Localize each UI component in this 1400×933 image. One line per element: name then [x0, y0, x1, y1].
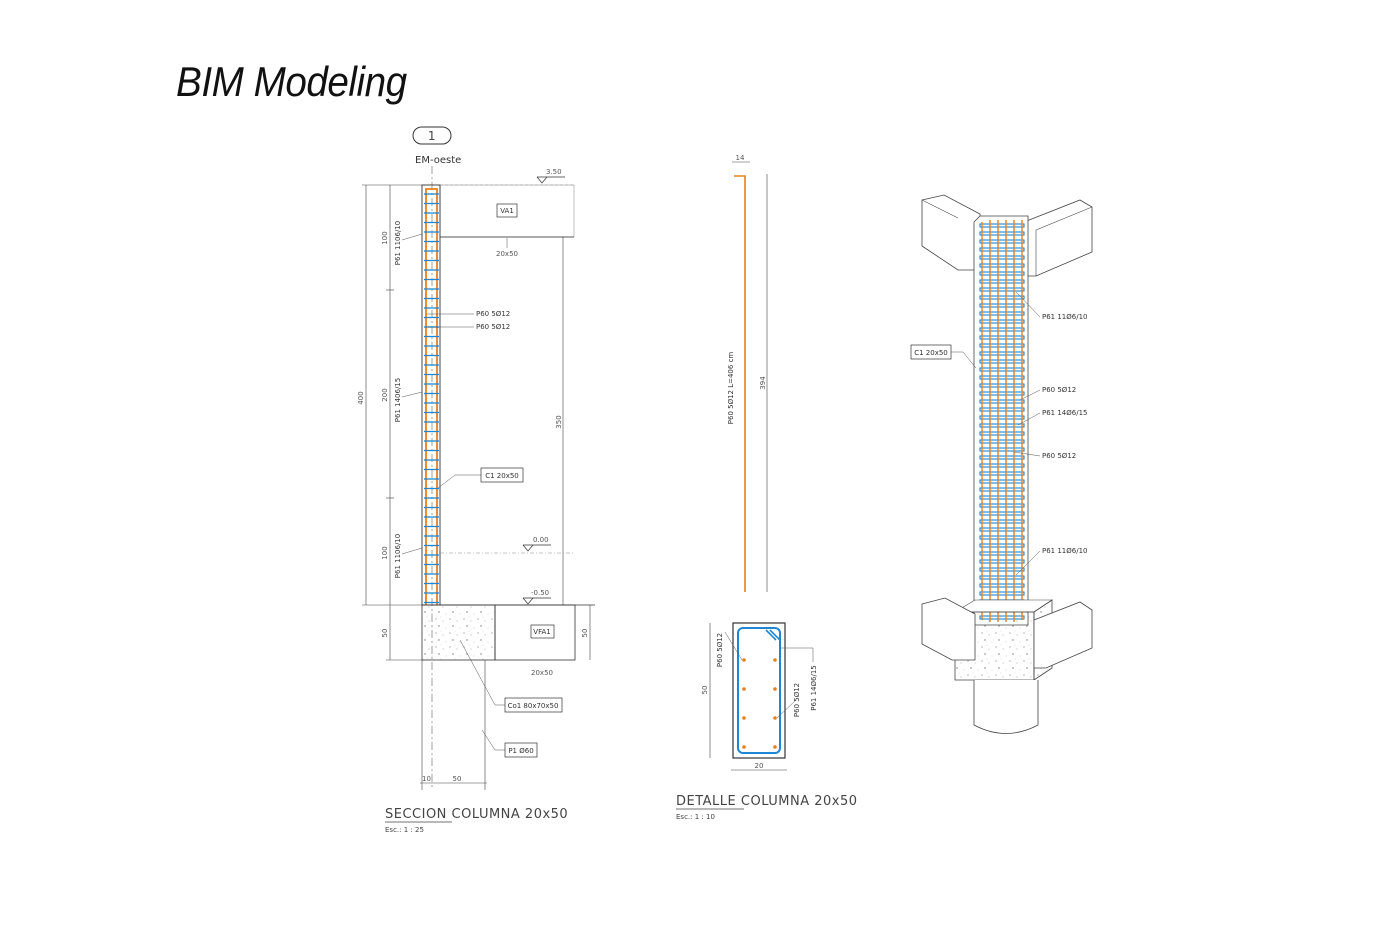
detail-scale: Esc.: 1 : 10 — [676, 813, 715, 821]
section-caption: SECCION COLUMNA 20x50 — [385, 807, 569, 822]
iso-top-beam-left — [922, 195, 980, 270]
detail-view — [676, 154, 858, 821]
footing-label: Co1 80x70x50 — [507, 702, 559, 710]
iso-column-leader — [951, 352, 976, 368]
isometric-view — [911, 195, 1092, 734]
rebar-bar-label: P60 5Ø12 L=406 cm — [727, 351, 735, 425]
dim-10: 10 — [422, 775, 431, 783]
dim-350: 350 — [555, 415, 563, 429]
section-scale: Esc.: 1 : 25 — [385, 826, 424, 834]
beam-va1-label: VA1 — [500, 207, 514, 215]
dim-50-right: 50 — [581, 628, 589, 638]
dim-50-left: 50 — [381, 628, 389, 638]
iso-label-1: P61 11Ø6/10 — [1042, 313, 1088, 321]
grid-label: EM-oeste — [415, 155, 462, 166]
column-label-leader — [438, 475, 481, 488]
sec-stirrup: P61 14Ø6/15 — [810, 665, 818, 711]
sec-bar-left: P60 5Ø12 — [716, 632, 724, 668]
elev-arrow-bottom — [523, 598, 533, 604]
section-marker: 1 — [427, 129, 437, 143]
column-label: C1 20x50 — [485, 472, 519, 480]
iso-label-2: P60 5Ø12 — [1042, 386, 1077, 394]
detail-caption: DETALLE COLUMNA 20x50 — [676, 794, 858, 809]
iso-label-3: P61 14Ø6/15 — [1042, 409, 1088, 417]
page-title: BIM Modeling — [176, 58, 407, 105]
pile-leader — [482, 730, 505, 750]
stirrup-top-label: P61 1106/10 — [394, 220, 402, 266]
iso-column-label: C1 20x50 — [914, 349, 948, 357]
sec-bar-right: P60 5Ø12 — [793, 682, 801, 718]
dim-50-base: 50 — [452, 775, 462, 783]
cross-section-outline — [733, 623, 785, 758]
elev-arrow-top — [537, 177, 547, 183]
cross-section-bars — [742, 658, 777, 749]
elev-bottom: -0.50 — [531, 589, 550, 597]
section-view — [357, 127, 595, 834]
dim-100-bottom: 100 — [381, 546, 389, 560]
iso-pile — [974, 680, 1038, 734]
iso-label-5: P61 11Ø6/10 — [1042, 547, 1088, 555]
dim-100-top: 100 — [381, 231, 389, 245]
dim-394: 394 — [759, 376, 767, 390]
dim-20: 20 — [754, 762, 764, 770]
vfa1-label: VFA1 — [533, 628, 551, 636]
elev-zero: 0.00 — [533, 536, 549, 544]
stirrup-bottom-leader — [402, 548, 422, 554]
bar-1-label: P60 5Ø12 — [476, 310, 511, 318]
elev-top: 3.50 — [546, 168, 562, 176]
stirrup-hook — [766, 630, 780, 640]
dim-400: 400 — [357, 391, 365, 405]
vfa1-size: 20x50 — [531, 669, 553, 677]
dim-ticks-left — [362, 185, 424, 660]
iso-label-4: P60 5Ø12 — [1042, 452, 1077, 460]
stirrup-mid-leader — [402, 392, 422, 397]
dim-50: 50 — [701, 685, 709, 695]
stirrup-bottom-label: P61 1106/10 — [394, 533, 402, 579]
stirrup-mid-label: P61 1406/15 — [394, 377, 402, 423]
pile-label: P1 Ø60 — [508, 747, 534, 755]
beam-va1-size: 20x50 — [496, 250, 518, 258]
dim-200: 200 — [381, 388, 389, 402]
stirrup-top-leader — [402, 234, 422, 240]
rebar-bar — [734, 176, 745, 592]
dim-14: 14 — [735, 154, 745, 162]
footing — [422, 605, 495, 660]
bar-2-label: P60 5Ø12 — [476, 323, 511, 331]
elev-arrow-zero — [523, 545, 533, 551]
